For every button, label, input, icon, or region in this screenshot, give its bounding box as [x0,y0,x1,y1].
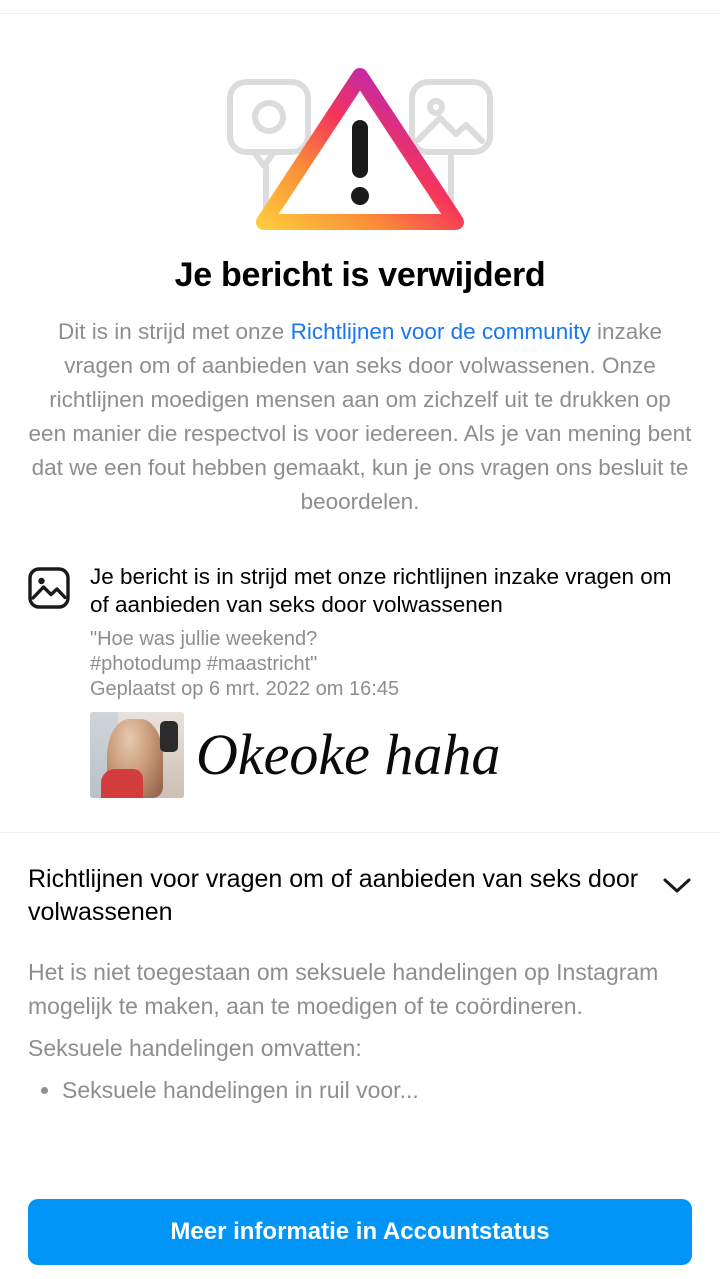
page-description [28,315,692,519]
violation-media[interactable] [90,712,692,798]
warning-illustration [0,14,720,232]
list-item: • Seksuele handelingen in ruil voor... [62,1073,692,1107]
photo-icon [28,567,70,614]
chevron-down-icon[interactable] [662,877,692,900]
status-bar [0,0,720,14]
violation-item[interactable] [28,563,692,798]
post-caption-text: Okeoke haha [196,722,501,787]
cta-container [0,1169,720,1279]
accordion-paragraph: Het is niet toegestaan om seksuele handelingen op Instagram mogelijk te maken, aan te moedigen of te coördineren. [28,959,659,1019]
page-title: Je bericht is verwijderd [174,256,546,294]
alert-graphic [220,62,500,232]
violation-quote-line1: "Hoe was jullie weekend? [90,628,318,650]
accordion-body [28,955,692,1107]
violation-headline: Je bericht is in strijd met onze richtlijnen inzake vragen om of aanbieden van seks door volwassenen [90,564,672,617]
description-after-link: inzake vragen om of aanbieden van seks door volwassenen. Onze richtlijnen moedigen mensen aan om zichzelf uit te drukken op een manier die respectvol is voor iedereen. Als je van mening bent dat we een fout hebben gemaakt, kun je ons vragen ons besluit te beoordelen. [28,319,692,514]
accordion-list [62,1073,692,1107]
violation-posted-date: Geplaatst op 6 mrt. 2022 om 16:45 [90,678,400,700]
scroll-content[interactable] [0,14,720,1279]
guidelines-accordion[interactable] [0,833,720,1107]
community-guidelines-link[interactable]: Richtlijnen voor de community [290,319,591,344]
description-before-link: Dit is in strijd met onze [58,319,291,344]
post-thumbnail[interactable] [90,712,184,798]
account-status-button[interactable]: Meer informatie in Accountstatus [28,1199,692,1265]
accordion-subheading: Seksuele handelingen omvatten: [28,1035,362,1061]
violation-quote-line2: #photodump #maastricht" [90,653,318,675]
accordion-title: Richtlijnen voor vragen om of aanbieden van seks door volwassenen [28,865,639,926]
accordion-header[interactable] [28,863,692,929]
